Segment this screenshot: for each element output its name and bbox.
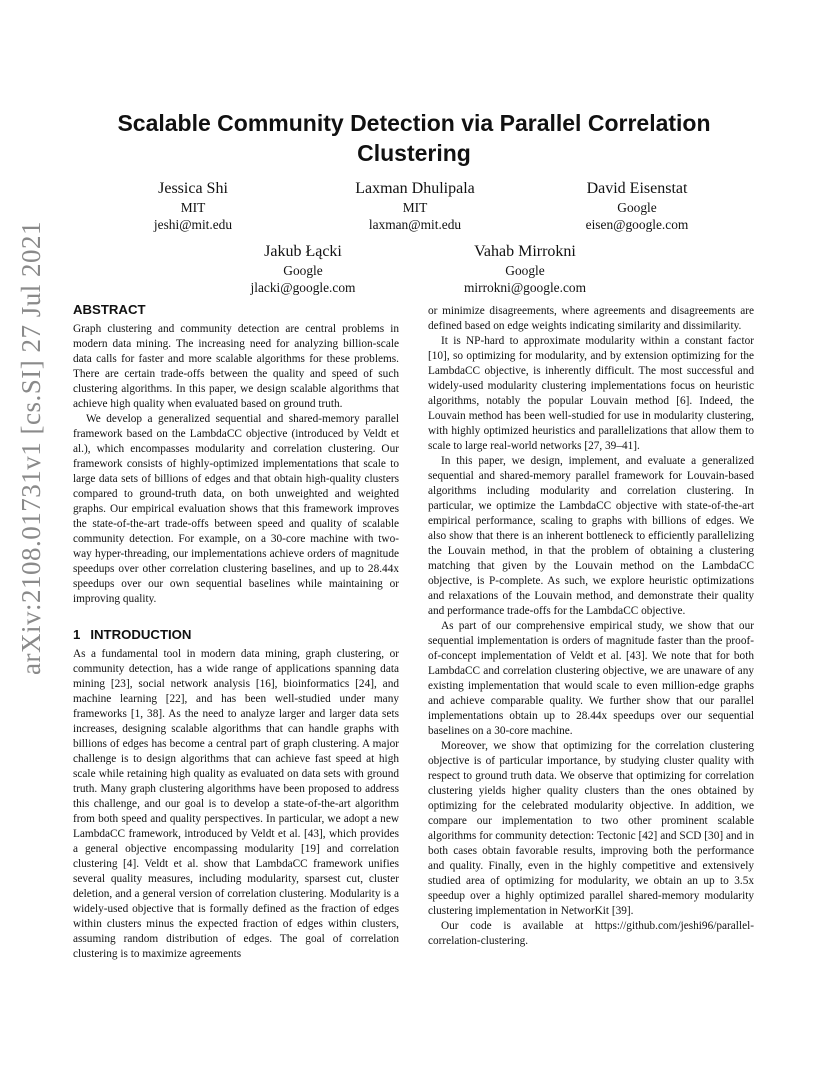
- author-email: eisen@google.com: [585, 217, 689, 232]
- author-affiliation: Google: [617, 200, 657, 215]
- author-block: [537, 179, 737, 233]
- abstract-heading: ABSTRACT: [73, 302, 146, 317]
- body-paragraph: It is NP-hard to approximate modularity within a constant factor [10], so optimizing for modularity, and by extension optimizing for the LambdaCC objective, is inherently difficult. The most successful and widely-used modularity clustering implementations focus on heuristic algorithms, notably the popular Louvain method [6]. Indeed, the Louvain method has been well-studied for use in modularity clustering, with highly optimized heuristics and parallelizations that allow them to scale to large real-world networks [27, 39–41].: [428, 335, 754, 452]
- author-block: [315, 179, 515, 233]
- left-column: [73, 301, 399, 962]
- body-paragraph: Moreover, we show that optimizing for the correlation clustering objective is of particular importance, by studying cluster quality with respect to ground truth data. We observe that optimizing for correlation clustering yields higher quality clusters than the ones obtained by optimizing for the celebrated modularity objective. In addition, we compare our implementation to two other prominent scalable algorithms for community detection: Tectonic [42] and SCD [30] and in both cases obtain favorable results, improving both the performance and quality. Finally, even in the highly competitive and extensively studied area of optimizing for modularity, we obtain an up to 3.5x speedup over a highly optimized parallel shared-memory modularity clustering implementation in NetworKit [39].: [428, 740, 754, 917]
- body-paragraph: In this paper, we design, implement, and evaluate a generalized sequential and shared-memory parallel framework for Louvain-based algorithms including modularity and correlation clustering. In particular, we optimize the LambdaCC objective with state-of-the-art empirical performance, scaling to graphs with billions of edges. We also show that there is an inherent bottleneck to efficiently parallelizing the Louvain method, in that the problem of obtaining a clustering matching that given by the Louvain method on the LambdaCC objective, is P-complete. As such, we explore heuristic optimizations and relaxations of the Louvain method, and demonstrate their quality and performance trade-offs for the LambdaCC objective.: [428, 455, 754, 617]
- author-name: David Eisenstat: [586, 180, 688, 197]
- author-block: [425, 242, 625, 296]
- abstract-paragraph: Graph clustering and community detection are central problems in modern data mining. The increasing need for analyzing billion-scale data calls for faster and more scalable algorithms for these problems. There are certain trade-offs between the quality and speed of such clustering algorithms. In this paper, we design scalable algorithms that achieve high quality when evaluated based on ground truth.: [73, 323, 399, 410]
- author-affiliation: Google: [505, 263, 545, 278]
- section-spacer: [73, 607, 399, 626]
- paper-title-line-2: Clustering: [357, 140, 471, 166]
- section-title: INTRODUCTION: [90, 627, 192, 642]
- introduction-heading: [73, 626, 399, 644]
- author-email: mirrokni@google.com: [463, 280, 587, 295]
- right-column: [428, 304, 754, 949]
- author-email: laxman@mit.edu: [368, 217, 462, 232]
- body-paragraph: or minimize disagreements, where agreements and disagreements are defined based on edge weights indicating similarity and dissimilarity.: [428, 305, 754, 332]
- body-paragraph: As a fundamental tool in modern data mining, graph clustering, or community detection, has a wide range of applications spanning data mining [23], social network analysis [16], bioinformatics [24], and machine learning [22], and has been well-studied under many frameworks [1, 38]. As the need to analyze larger and larger data sets increases, designing scalable algorithms that can handle graphs with billions of edges has become a central part of graph clustering. A major challenge is to design algorithms that can achieve fast speed at high scale while retaining high quality as evaluated on data sets with ground truth. Many graph clustering algorithms have been proposed to address this challenge, and our goal is to develop a state-of-the-art algorithm from both speed and quality perspectives. In particular, we adopt a new LambdaCC framework, introduced by Veldt et al. [43], which provides a general objective encompassing modularity [19] and correlation clustering [4]. Veldt et al. show that LambdaCC framework unifies several quality measures, including modularity, sparsest cut, cluster deletion, and a general version of correlation clustering. Modularity is a widely-used objective that is formally defined as the fraction of edges within clusters minus the expected fraction of edges within clusters, assuming random distribution of edges. The goal of correlation clustering is to maximize agreements: [73, 648, 399, 960]
- paper-title-line-1: Scalable Community Detection via Parallel Correlation: [117, 110, 711, 136]
- paper-title: [90, 108, 738, 168]
- author-affiliation: MIT: [180, 200, 206, 215]
- author-name: Jessica Shi: [158, 180, 228, 197]
- author-email: jeshi@mit.edu: [153, 217, 233, 232]
- abstract-paragraph: We develop a generalized sequential and shared-memory parallel framework based on the LambdaCC objective (introduced by Veldt et al.), which encompasses modularity and correlation clustering. Our framework consists of highly-optimized implementations that scale to large data sets of billions of edges and that obtain high-quality clusters compared to ground-truth data, on both unweighted and weighted graphs. Our empirical evaluation shows that this framework improves the state-of-the-art trade-offs between speed and quality of scalable community detection. For example, on a 30-core machine with two-way hyper-threading, our implementations achieve orders of magnitude speedups over other correlation clustering baselines, and up to 28.44x speedups over our own sequential baselines while maintaining or improving quality.: [73, 413, 399, 605]
- author-name: Vahab Mirrokni: [474, 243, 576, 260]
- author-block: [93, 179, 293, 233]
- body-paragraph: As part of our comprehensive empirical study, we show that our sequential implementation is orders of magnitude faster than the proof-of-concept implementation of Veldt et al. [43]. We note that for both LambdaCC and correlation clustering objective, we are unaware of any existing implementation that would scale to even million-edge graphs and achieve comparable quality. We further show that our parallel implementations obtain up to 28.44x speedups over our sequential baselines on a 30-core machine.: [428, 620, 754, 737]
- body-paragraph: Our code is available at https://github.com/jeshi96/parallel-correlation-clustering.: [428, 920, 754, 947]
- arxiv-identifier-stamp: arXiv:2108.01731v1 [cs.SI] 27 Jul 2021: [16, 221, 46, 675]
- section-number: 1: [73, 627, 81, 642]
- author-name: Jakub Łącki: [264, 243, 342, 260]
- author-affiliation: Google: [283, 263, 323, 278]
- author-name: Laxman Dhulipala: [355, 180, 475, 197]
- author-block: [203, 242, 403, 296]
- author-email: jlacki@google.com: [250, 280, 356, 295]
- author-affiliation: MIT: [402, 200, 428, 215]
